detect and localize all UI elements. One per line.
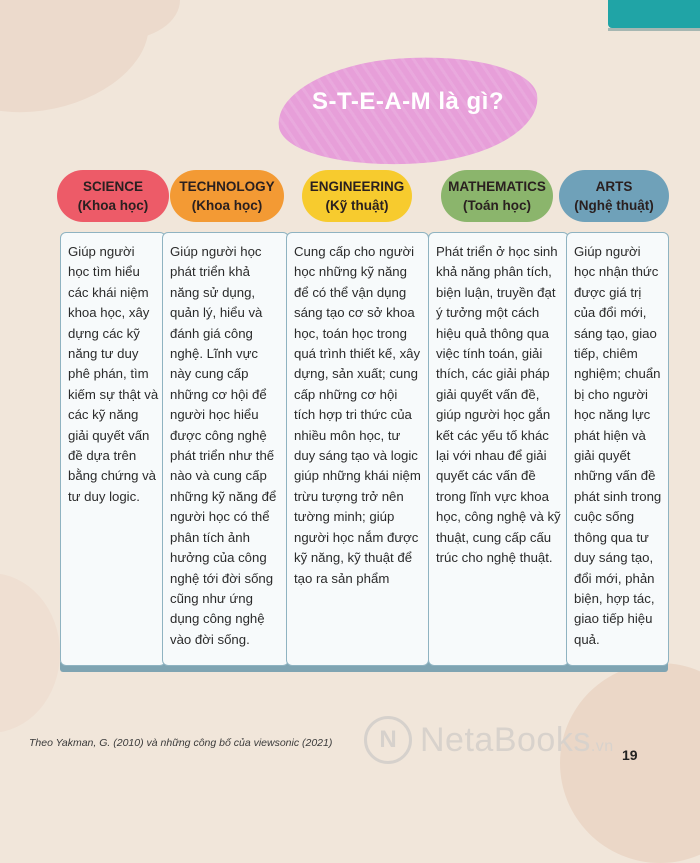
pill-name: ENGINEERING [309,179,405,194]
corner-decoration [608,0,700,28]
page-title: S-T-E-A-M là gì? [312,88,504,115]
pill-name: TECHNOLOGY [179,179,275,194]
header-pill-engineering [302,170,412,222]
pill-subtitle: (Khoa học) [191,198,263,213]
description-science: Giúp người học tìm hiểu các khái niệm khoa học, xây dựng các kỹ năng tư duy phê phán, tìm kiếm sự thật và các kỹ năng giải quyết vấn đề dựa trên bằng chứng và tư duy logic. [60,232,166,666]
logo-brand: NetaBooks [420,720,591,759]
pill-subtitle: (Khoa học) [77,198,149,213]
header-pill-mathematics [441,170,553,222]
source-footnote: Theo Yakman, G. (2010) và những công bố của viewsonic (2021) [29,737,333,749]
header-pill-arts [559,170,669,222]
page-number: 19 [622,747,638,763]
logo-text [420,721,614,760]
pill-subtitle: (Kỹ thuật) [325,198,389,213]
header-pill-science [57,170,169,222]
description-mathematics: Phát triển ở học sinh khả năng phân tích, biện luận, truyền đạt ý tưởng một cách hiệu quả thông qua việc tính toán, giải thích, các giải pháp giải quyết vấn đề, giúp người học gắn kết các yếu tố khác lại với nhau để giải quyết các vấn đề trong lĩnh vực khoa học, công nghệ và kỹ thuật, cung cấp cấu trúc cho nghệ thuật. [428,232,569,666]
pill-name: MATHEMATICS [448,179,546,194]
description-engineering: Cung cấp cho người học những kỹ năng để có thể vận dụng sáng tạo cơ sở khoa học, toán học trong quá trình thiết kế, xây dựng, sản xuất; cung cấp những cơ hội tích hợp tri thức của nhiều môn học, tư duy sáng tạo và logic giúp những khái niệm trừu tượng trở nên tường minh; giúp người học nắm được kỹ năng, kỹ thuật để tạo ra sản phẩm [286,232,429,666]
description-technology: Giúp người học phát triển khả năng sử dụng, quản lý, hiểu và đánh giá công nghệ. Lĩnh vực này cung cấp những cơ hội để người học hiểu được công nghệ phát triển như thế nào và cung cấp những kỹ năng để người học có thể phân tích ảnh hưởng của công nghệ tới đời sống cũng như ứng dụng công nghệ vào đời sống. [162,232,289,666]
header-pill-technology [170,170,284,222]
background-blob [0,573,60,733]
pill-subtitle: (Toán học) [463,198,531,213]
pill-name: SCIENCE [82,179,143,194]
logo-badge-icon: N [364,716,412,764]
watermark-logo [364,716,614,764]
description-arts: Giúp người học nhận thức được giá trị của đổi mới, sáng tạo, giao tiếp, chiêm nghiệm; chuẩn bị cho người học năng lực phát hiện và giải quyết những vấn đề phát sinh trong cuộc sống thông qua tư duy sáng tạo, đổi mới, phản biện, hợp tác, giao tiếp hiệu quả. [566,232,669,666]
logo-suffix: .vn [590,737,614,755]
pill-name: ARTS [595,179,633,194]
pill-subtitle: (Nghệ thuật) [574,198,654,213]
